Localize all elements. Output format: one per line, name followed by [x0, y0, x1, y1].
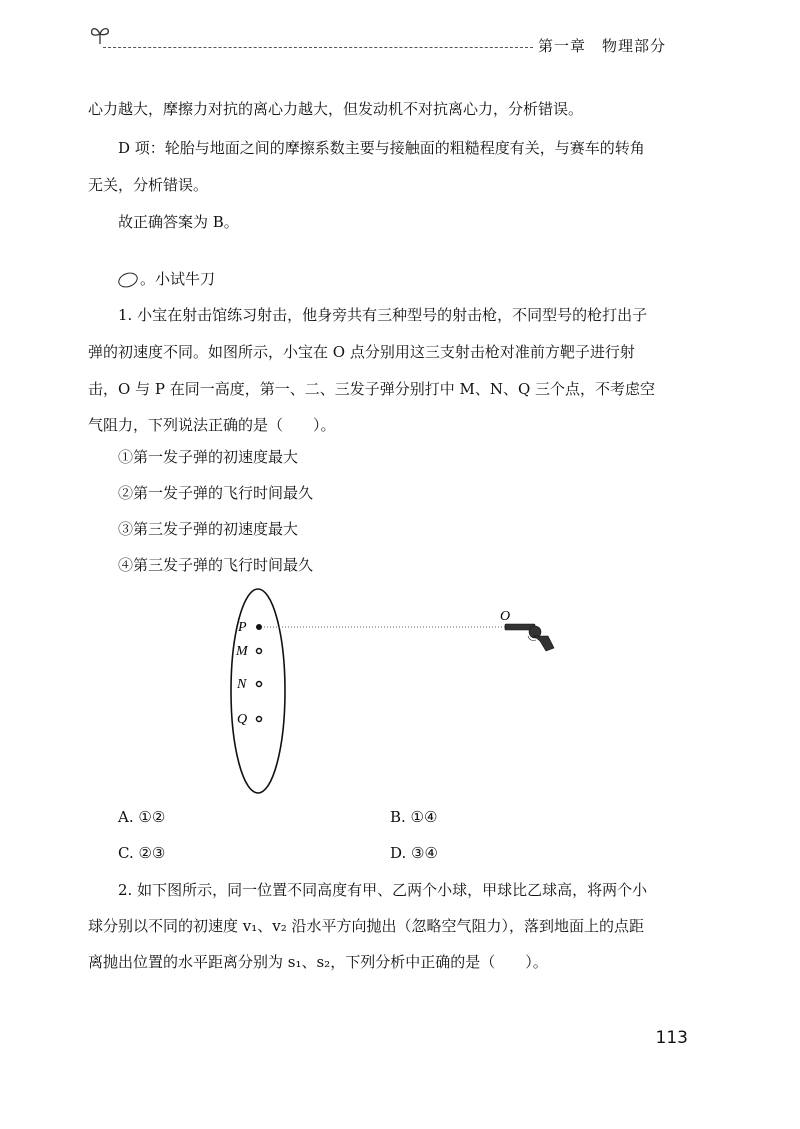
pistol-icon: [505, 624, 554, 651]
section-icon: [116, 270, 140, 290]
point-p: [256, 624, 262, 630]
point-q: [257, 717, 262, 722]
question1-line: 弹的初速度不同。如图所示，小宝在 O 点分别用这三支射击枪对准前方靶子进行射: [88, 343, 635, 361]
paragraph-line: 心力越大，摩擦力对抗的离心力越大，但发动机不对抗离心力，分析错误。: [88, 100, 584, 118]
point-n: [257, 682, 262, 687]
choice-b: B. ①④: [390, 808, 438, 826]
paragraph-line: D 项：轮胎与地面之间的摩擦系数主要与接触面的粗糙程度有关，与赛车的转角: [118, 139, 645, 157]
question1-line: 1. 小宝在射击馆练习射击，他身旁共有三种型号的射击枪，不同型号的枪打出子: [118, 306, 648, 324]
statement-item: ③第三发子弹的初速度最大: [118, 520, 299, 538]
paragraph-line: 故正确答案为 B。: [118, 213, 239, 231]
label-o: O: [500, 609, 511, 624]
choice-a: A. ①②: [118, 808, 166, 826]
paragraph-line: 无关，分析错误。: [88, 176, 209, 194]
question2-line: 球分别以不同的初速度 v₁、v₂ 沿水平方向抛出（忽略空气阻力），落到地面上的点距: [88, 917, 645, 935]
question1-line: 气阻力，下列说法正确的是（ ）。: [88, 416, 336, 434]
statement-item: ②第一发子弹的飞行时间最久: [118, 484, 314, 502]
section-header: 。小试牛刀: [118, 270, 215, 288]
question2-line: 离抛出位置的水平距离分别为 s₁、s₂，下列分析中正确的是（ ）。: [88, 953, 548, 971]
point-m: [257, 649, 262, 654]
chapter-header: 第一章 物理部分: [538, 37, 667, 55]
statement-item: ④第三发子弹的飞行时间最久: [118, 556, 314, 574]
target-figure: [228, 584, 568, 798]
choice-c: C. ②③: [118, 844, 166, 862]
choice-d: D. ③④: [390, 844, 438, 862]
header-divider: [103, 47, 533, 48]
page-number: 113: [655, 1028, 688, 1048]
label-p: P: [238, 620, 247, 635]
section-title: 小试牛刀: [155, 270, 216, 288]
question2-line: 2. 如下图所示，同一位置不同高度有甲、乙两个小球，甲球比乙球高，将两个小: [118, 881, 648, 899]
question1-line: 击，O 与 P 在同一高度，第一、二、三发子弹分别打中 M、N、Q 三个点，不考虑空: [88, 380, 656, 398]
label-q: Q: [237, 712, 248, 727]
statement-item: ①第一发子弹的初速度最大: [118, 448, 299, 466]
sprout-icon: [88, 22, 112, 46]
label-m: M: [236, 644, 248, 659]
label-n: N: [237, 677, 247, 692]
